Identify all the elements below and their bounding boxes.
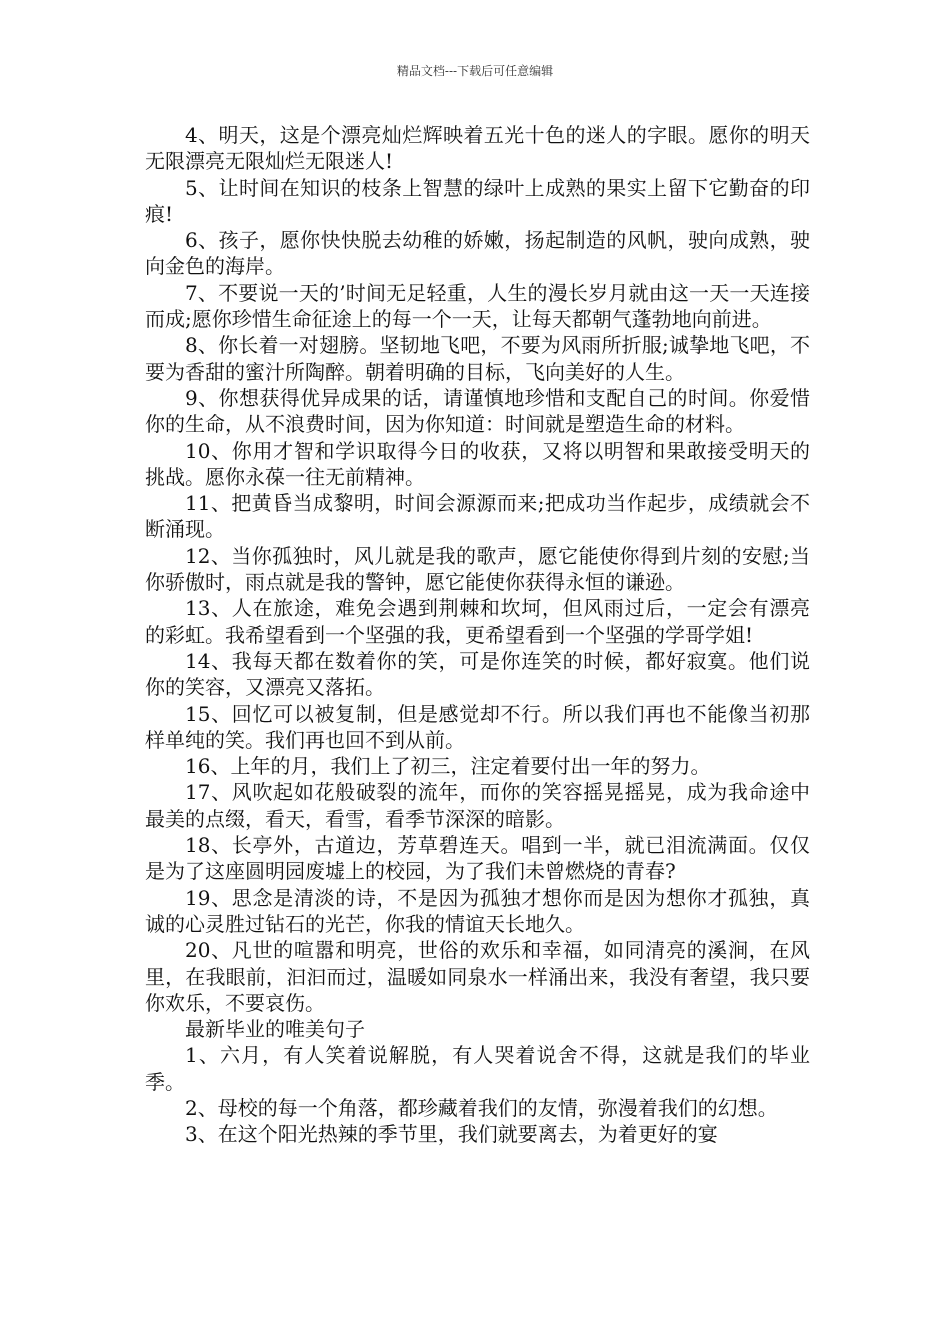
paragraph: 3、在这个阳光热辣的季节里，我们就要离去，为着更好的宴 (185, 1122, 718, 1147)
paragraph: 1、六月，有人笑着说解脱，有人哭着说舍不得，这就是我们的毕业季。 (145, 1043, 810, 1094)
paragraph: 6、孩子，愿你快快脱去幼稚的娇嫩，扬起制造的风帆，驶向成熟，驶向金色的海岸。 (145, 228, 810, 279)
paragraph: 2、母校的每一个角落，都珍藏着我们的友情，弥漫着我们的幻想。 (185, 1095, 778, 1120)
paragraph: 14、我每天都在数着你的笑，可是你连笑的时候，都好寂寞。他们说你的笑容，又漂亮又落拓。 (145, 648, 810, 700)
paragraph: 5、让时间在知识的枝条上智慧的绿叶上成熟的果实上留下它勤奋的印痕! (145, 175, 810, 226)
paragraph: 13、人在旅途，难免会遇到荆棘和坎坷，但风雨过后，一定会有漂亮的彩虹。我希望看到一个坚强的我，更希望看到一个坚强的学哥学姐! (145, 596, 810, 647)
paragraph: 17、风吹起如花般破裂的流年，而你的笑容摇晃摇晃，成为我命途中最美的点缀，看天，看雪，看季节深深的暗影。 (145, 780, 810, 831)
paragraph: 10、你用才智和学识取得今日的收获，又将以明智和果敢接受明天的挑战。愿你永葆一往无前精神。 (145, 438, 810, 489)
paragraph: 15、回忆可以被复制，但是感觉却不行。所以我们再也不能像当初那样单纯的笑。我们再也回不到从前。 (145, 701, 810, 752)
page-header: 精品文档---下载后可任意编辑 (396, 64, 554, 78)
paragraph: 9、你想获得优异成果的话，请谨慎地珍惜和支配自己的时间。你爱惜你的生命，从不浪费时间，因为你知道：时间就是塑造生命的材料。 (145, 385, 810, 437)
paragraph: 16、上年的月，我们上了初三，注定着要付出一年的努力。 (185, 754, 711, 779)
paragraph: 18、长亭外，古道边，芳草碧连天。唱到一半，就已泪流满面。仅仅是为了这座圆明园废墟上的校园，为了我们未曾燃烧的青春? (145, 833, 810, 884)
section-heading: 最新毕业的唯美句子 (185, 1017, 365, 1042)
paragraph: 11、把黄昏当成黎明，时间会源源而来;把成功当作起步，成绩就会不断涌现。 (145, 491, 810, 542)
paragraph: 7、不要说一天的’时间无足轻重，人生的漫长岁月就由这一天一天连接而成;愿你珍惜生命征途上的每一个一天，让每天都朝气蓬勃地向前进。 (145, 280, 810, 332)
paragraph: 19、思念是清淡的诗，不是因为孤独才想你而是因为想你才孤独，真诚的心灵胜过钻石的光芒，你我的情谊天长地久。 (145, 885, 810, 936)
paragraph: 8、你长着一对翅膀。坚韧地飞吧，不要为风雨所折服;诚挚地飞吧，不要为香甜的蜜汁所陶醉。朝着明确的目标，飞向美好的人生。 (145, 333, 810, 384)
paragraph: 12、当你孤独时，风儿就是我的歌声，愿它能使你得到片刻的安慰;当你骄傲时，雨点就是我的警钟，愿它能使你获得永恒的谦逊。 (145, 543, 810, 595)
paragraph: 20、凡世的喧嚣和明亮，世俗的欢乐和幸福，如同清亮的溪涧，在风里，在我眼前，汩汩而过，温暖如同泉水一样涌出来，我没有奢望，我只要你欢乐，不要哀伤。 (145, 938, 810, 1015)
paragraph: 4、明天，这是个漂亮灿烂辉映着五光十色的迷人的字眼。愿你的明天无限漂亮无限灿烂无限迷人! (145, 123, 810, 174)
document-body (145, 122, 810, 1148)
